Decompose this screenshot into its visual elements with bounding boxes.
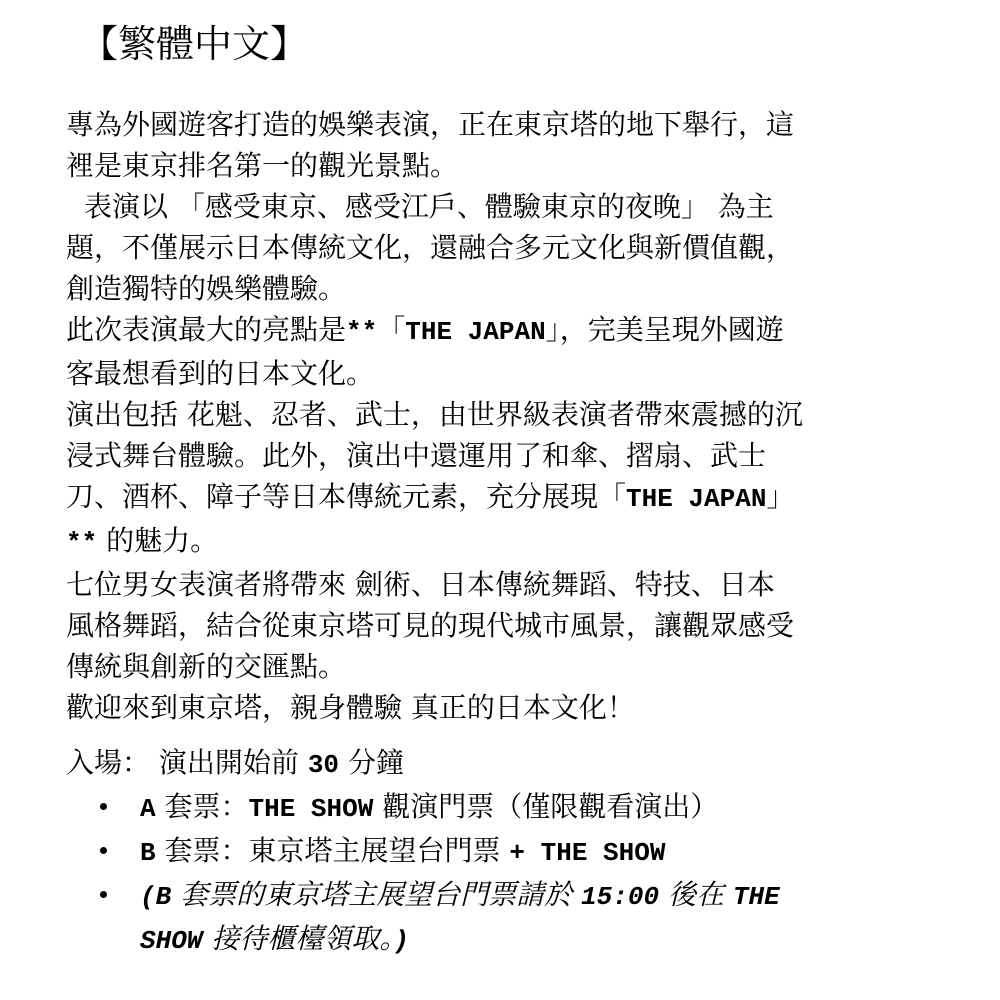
- bullet-icon: [100, 803, 107, 810]
- description-body: [66, 104, 946, 728]
- paragraph-line: 風格舞蹈，結合從東京塔可見的現代城市風景，讓觀眾感受: [66, 609, 795, 642]
- text-run: ，完美呈現外國遊: [559, 313, 784, 346]
- text-run: 套票：: [155, 790, 249, 823]
- bullet-icon: [100, 847, 107, 854]
- text-run: 此次表演最大的亮點是: [66, 313, 347, 346]
- text-run: 刀、酒杯、障子等日本傳統元素，充分展現「: [66, 480, 627, 513]
- show-name: + THE SHOW: [509, 838, 666, 868]
- ticket-code: B: [155, 882, 172, 912]
- paren-open: (: [140, 882, 156, 912]
- paragraph-line: 七位男女表演者將帶來 劍術、日本傳統舞蹈、特技、日本: [66, 568, 775, 601]
- list-item: [100, 786, 960, 830]
- paragraph-line: [66, 476, 946, 520]
- paragraph-line: 浸式舞台體驗。此外，演出中還運用了和傘、摺扇、武士: [66, 439, 767, 472]
- text-run: 分鐘: [339, 746, 404, 779]
- pickup-time: 15:00: [581, 882, 660, 912]
- text-run: 的魅力。: [97, 524, 219, 557]
- text-run: 後在: [659, 878, 733, 911]
- quote-open: 「: [377, 313, 406, 346]
- show-name: THE SHOW: [248, 794, 374, 824]
- paragraph-line: [66, 309, 946, 353]
- paragraph-line: 專為外國遊客打造的娛樂表演，正在東京塔的地下舉行，這: [66, 108, 795, 141]
- text-run: 套票：東京塔主展望台門票: [155, 834, 510, 867]
- text-run: 觀演門票（僅限觀看演出）: [373, 790, 719, 823]
- markdown-asterisks: **: [346, 317, 378, 347]
- paragraph-line: 客最想看到的日本文化。: [66, 357, 375, 390]
- paragraph-line: 題，不僅展示日本傳統文化，還融合多元文化與新價值觀，: [66, 231, 795, 264]
- entry-minutes: 30: [307, 750, 340, 780]
- bullet-icon: [100, 891, 107, 898]
- paragraph-line: [66, 520, 946, 564]
- paragraph-line: 演出包括 花魁、忍者、武士，由世界級表演者帶來震撼的沉: [66, 398, 803, 431]
- text-run: 演出開始前: [150, 746, 308, 779]
- list-item: [100, 830, 960, 874]
- brand-name: THE JAPAN: [626, 484, 767, 514]
- ticket-code: B: [140, 838, 156, 868]
- ticket-code: A: [140, 794, 156, 824]
- ticket-list: [100, 786, 960, 962]
- text-run: 接待櫃檯領取。: [202, 922, 394, 955]
- markdown-asterisks: **: [66, 528, 98, 558]
- text-run: 套票的東京塔主展望台門票請於: [171, 878, 582, 911]
- quote-close: 」: [545, 313, 560, 346]
- list-item: [100, 874, 960, 962]
- language-heading: 【繁體中文】: [80, 22, 309, 66]
- paren-close: ): [393, 926, 409, 956]
- show-name: THE: [732, 882, 780, 912]
- paragraph-line: 表演以 「感受東京、感受江戶、體驗東京的夜晚」 為主: [84, 190, 774, 223]
- quote-close: 」: [766, 480, 795, 513]
- paragraph-line: 傳統與創新的交匯點。: [66, 650, 347, 683]
- entry-label: 入場：: [66, 746, 151, 779]
- paragraph-line: 裡是東京排名第一的觀光景點。: [66, 149, 459, 182]
- brand-name: THE JAPAN: [405, 317, 546, 347]
- show-name: SHOW: [140, 926, 203, 956]
- paragraph-line: 創造獨特的娛樂體驗。: [66, 272, 347, 305]
- entry-time: [66, 742, 946, 786]
- paragraph-line: 歡迎來到東京塔，親身體驗 真正的日本文化！: [66, 691, 635, 724]
